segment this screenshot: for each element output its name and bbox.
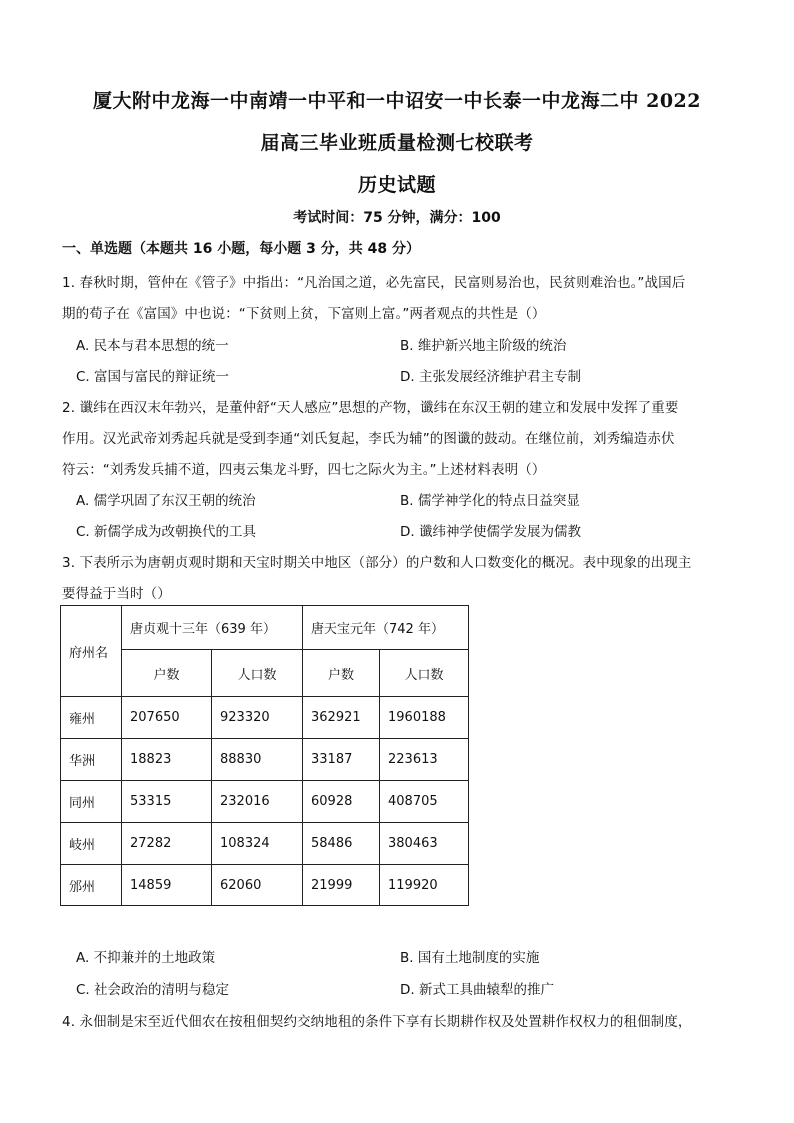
q2-option-c: C. 新儒学成为改朝换代的工具 <box>76 524 257 540</box>
value-cell: 21999 <box>303 865 380 906</box>
q1-stem-line2: 期的荀子在《富国》中也说：“下贫则上贫，下富则上富。”两者观点的共性是（） <box>62 306 546 322</box>
q3-stem-line2: 要得益于当时（） <box>62 586 171 602</box>
value-cell: 1960188 <box>380 697 469 739</box>
value-cell: 18823 <box>122 739 212 781</box>
value-cell: 88830 <box>212 739 303 781</box>
q3-option-b: B. 国有土地制度的实施 <box>400 950 540 966</box>
prefecture-cell: 岐州 <box>61 823 122 865</box>
value-cell: 60928 <box>303 781 380 823</box>
section-heading-single-choice: 一、单选题（本题共 16 小题，每小题 3 分，共 48 分） <box>62 241 420 257</box>
header-period-zhenguan: 唐贞观十三年（639 年） <box>122 606 303 650</box>
table-row <box>61 823 469 865</box>
q2-option-b: B. 儒学神学化的特点日益突显 <box>400 493 580 509</box>
prefecture-cell: 华洲 <box>61 739 122 781</box>
exam-title-line1: 厦大附中龙海一中南靖一中平和一中诏安一中长泰一中龙海二中 2022 <box>93 90 701 112</box>
q3-stem-line1: 3. 下表所示为唐朝贞观时期和天宝时期关中地区（部分）的户数和人口数变化的概况。表中现象的出现主 <box>62 555 692 571</box>
value-cell: 53315 <box>122 781 212 823</box>
q2-stem-line3: 符云：“刘秀发兵捕不道，四夷云集龙斗野，四七之际火为主。”上述材料表明（） <box>62 462 546 478</box>
q2-option-a: A. 儒学巩固了东汉王朝的统治 <box>76 493 256 509</box>
q3-option-d: D. 新式工具曲辕犁的推广 <box>400 982 554 998</box>
header-population-639: 人口数 <box>212 650 303 697</box>
header-prefecture: 府州名 <box>61 606 122 697</box>
table-row <box>61 781 469 823</box>
exam-title-line2: 届高三毕业班质量检测七校联考 <box>260 132 534 154</box>
table-row <box>61 865 469 906</box>
header-households-742: 户数 <box>303 650 380 697</box>
table-subheader-row <box>61 650 469 697</box>
exam-info: 考试时间：75 分钟，满分：100 <box>293 210 501 226</box>
value-cell: 119920 <box>380 865 469 906</box>
value-cell: 58486 <box>303 823 380 865</box>
q1-option-d: D. 主张发展经济维护君主专制 <box>400 369 581 385</box>
value-cell: 33187 <box>303 739 380 781</box>
q4-stem-line1: 4. 永佃制是宋至近代佃农在按租佃契约交纳地租的条件下享有长期耕作权及处置耕作权权力的租佃制度， <box>62 1014 692 1030</box>
value-cell: 923320 <box>212 697 303 739</box>
q1-option-a: A. 民本与君本思想的统一 <box>76 338 229 354</box>
value-cell: 223613 <box>380 739 469 781</box>
header-period-tianbao: 唐天宝元年（742 年） <box>303 606 469 650</box>
table-row <box>61 739 469 781</box>
value-cell: 62060 <box>212 865 303 906</box>
q3-option-a: A. 不抑兼并的土地政策 <box>76 950 216 966</box>
q2-option-d: D. 谶纬神学使儒学发展为儒教 <box>400 524 581 540</box>
q1-option-b: B. 维护新兴地主阶级的统治 <box>400 338 567 354</box>
population-table <box>60 605 469 906</box>
prefecture-cell: 邠州 <box>61 865 122 906</box>
value-cell: 408705 <box>380 781 469 823</box>
q1-stem-line1: 1. 春秋时期，管仲在《管子》中指出：“凡治国之道，必先富民，民富则易治也，民贫则难治也。”战国后 <box>62 275 686 291</box>
prefecture-cell: 同州 <box>61 781 122 823</box>
q2-stem-line2: 作用。汉光武帝刘秀起兵就是受到李通“刘氏复起，李氏为辅”的图谶的鼓动。在继位前，刘秀编造赤伏 <box>62 431 675 447</box>
q3-option-c: C. 社会政治的清明与稳定 <box>76 982 230 998</box>
value-cell: 14859 <box>122 865 212 906</box>
value-cell: 232016 <box>212 781 303 823</box>
q1-option-c: C. 富国与富民的辩证统一 <box>76 369 230 385</box>
value-cell: 108324 <box>212 823 303 865</box>
value-cell: 380463 <box>380 823 469 865</box>
header-households-639: 户数 <box>122 650 212 697</box>
header-population-742: 人口数 <box>380 650 469 697</box>
table-header-row <box>61 606 469 650</box>
subject-title: 历史试题 <box>357 174 436 196</box>
q2-stem-line1: 2. 谶纬在西汉末年勃兴，是董仲舒“天人感应”思想的产物，谶纬在东汉王朝的建立和发展中发挥了重要 <box>62 400 679 416</box>
value-cell: 27282 <box>122 823 212 865</box>
table-row <box>61 697 469 739</box>
value-cell: 362921 <box>303 697 380 739</box>
prefecture-cell: 雍州 <box>61 697 122 739</box>
value-cell: 207650 <box>122 697 212 739</box>
